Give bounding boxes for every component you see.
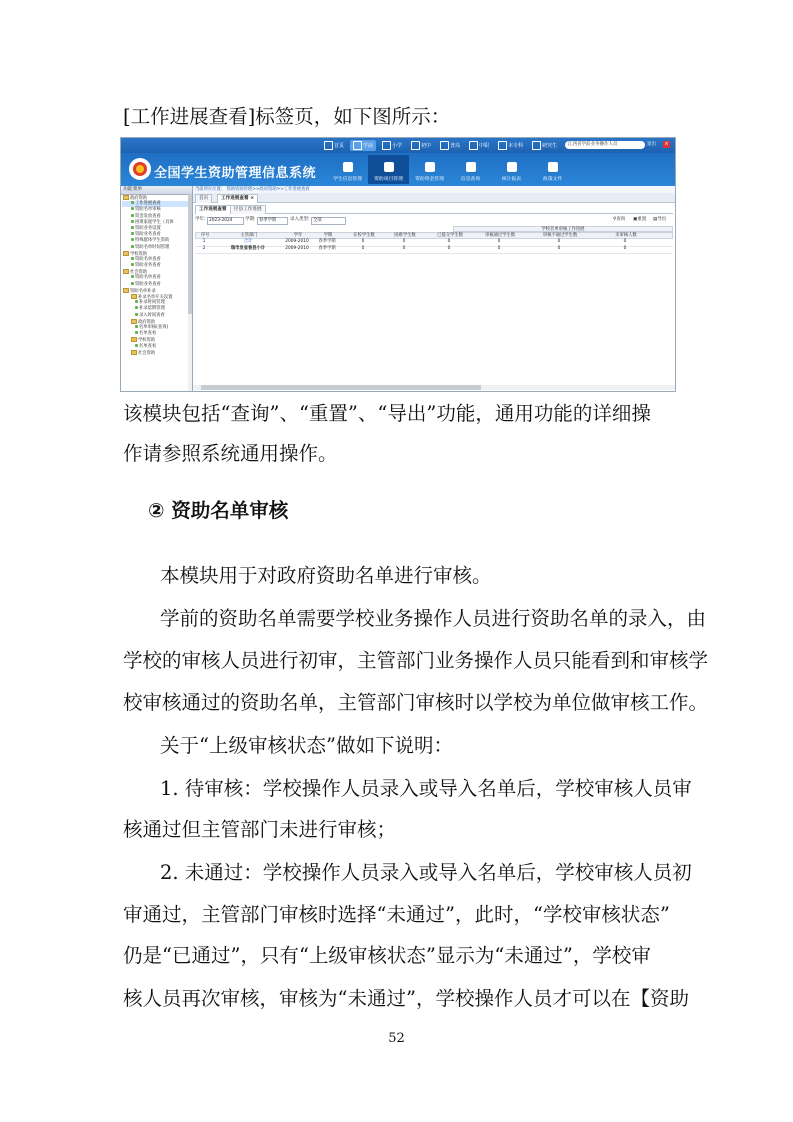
leaf-icon: [135, 344, 138, 347]
module-label: 资助项目管理: [374, 177, 403, 182]
column-header[interactable]: 已提交学生数: [437, 233, 463, 238]
leaf-icon: [135, 300, 138, 303]
table-cell: 2: [202, 246, 206, 251]
module-icon: [384, 162, 394, 172]
sidebar-scrollbar[interactable]: [188, 194, 192, 391]
module-icon: [425, 162, 435, 172]
paragraph-1: 本模块用于对政府资助名单进行审核。: [160, 564, 492, 587]
sidebar-tree-label: 政府资助: [138, 319, 156, 325]
module-label: 资助资金管理: [415, 177, 444, 182]
nav-icon: [411, 141, 420, 150]
sidebar-tree-label: 名单查看: [139, 331, 157, 337]
column-header[interactable]: 审核不通过学生数: [542, 233, 578, 238]
sidebar-tree-label: 资助业务查看: [135, 263, 161, 269]
sidebar-tree-label: 补录时间管理: [139, 300, 165, 306]
top-nav-item[interactable]: [321, 140, 347, 151]
module-icon: [507, 162, 517, 172]
folder-icon: [123, 251, 129, 256]
table-row[interactable]: [195, 246, 673, 254]
table-cell: 0: [447, 239, 451, 244]
table-cell: 0: [497, 246, 501, 251]
tab-home-label: 首页: [199, 196, 209, 201]
sidebar-tree-label: 特殊群体学生资助: [135, 238, 170, 244]
top-nav-item[interactable]: [466, 140, 492, 151]
sidebar-tree-label: 学校资助: [130, 251, 148, 257]
sidebar-title: 功能菜单: [121, 186, 192, 195]
top-nav-label: 学前: [363, 143, 374, 149]
module-label: 学生信息管理: [333, 177, 362, 182]
module-icon: [548, 162, 558, 172]
leaf-icon: [131, 245, 134, 248]
table-cell: 0: [623, 246, 627, 251]
leaf-icon: [131, 201, 134, 204]
module-nav-item[interactable]: [409, 155, 450, 184]
column-header[interactable]: 主管部门: [240, 233, 258, 238]
paragraph-3: 关于“上级审核状态”做如下说明：: [160, 734, 453, 757]
leaf-icon: [131, 238, 134, 241]
item-1-line2: 核通过但主管部门未进行审核；: [123, 818, 397, 841]
leaf-icon: [131, 257, 134, 260]
nav-icon: [498, 141, 507, 150]
leaf-icon: [135, 313, 138, 316]
close-icon[interactable]: ×: [664, 141, 669, 147]
sidebar-tree-label: 录入时间查看: [139, 312, 165, 318]
column-header[interactable]: 在校学生数: [353, 233, 375, 238]
query-label: 查询: [616, 217, 626, 222]
top-nav-label: 初中: [421, 143, 432, 149]
table-cell: 0: [402, 246, 406, 251]
leaf-icon: [131, 263, 134, 266]
sidebar-tree-label: 社会资助: [130, 270, 148, 276]
breadcrumb: 当前所在位置： 资助资助管理>>政府资助>>工作进展查看: [193, 186, 675, 193]
query-button[interactable]: ⚲查询: [613, 217, 626, 222]
top-nav-item[interactable]: [379, 140, 405, 151]
export-button[interactable]: ▤导出: [653, 217, 667, 222]
folder-icon: [123, 288, 129, 293]
leaf-icon: [131, 214, 134, 217]
top-nav-item[interactable]: [408, 140, 434, 151]
module-nav: [327, 155, 573, 184]
type-select[interactable]: 全部: [311, 217, 346, 225]
page-number: 52: [388, 1031, 405, 1046]
module-nav-item[interactable]: [327, 155, 368, 184]
sidebar-tree-label: 补录名单开关设置: [138, 295, 173, 300]
leaf-icon: [135, 325, 138, 328]
table-cell: 春季学期: [318, 239, 336, 244]
sidebar-tree-label: 名单查看: [139, 343, 157, 349]
folder-icon: [131, 350, 137, 355]
module-icon: [466, 162, 476, 172]
leaf-icon: [135, 331, 138, 334]
sidebar-tree-label: 资助名单查看: [135, 275, 161, 281]
sidebar-tree-label: 资助名单查看: [135, 256, 161, 262]
nav-icon: [532, 141, 541, 150]
exit-link[interactable]: 退出: [647, 142, 656, 147]
group-header: 学校名单审核工作进展: [453, 226, 673, 232]
table-cell: 瑞市发省普县小计: [230, 246, 266, 251]
top-bar: [121, 138, 675, 153]
column-header[interactable]: 困难学生数: [394, 233, 416, 238]
item-2-line1: 2. 未通过：学校操作人员录入或导入名单后，学校审核人员初: [160, 861, 692, 884]
leaf-icon: [131, 232, 134, 235]
module-desc-line1: 该模块包括“查询”、“重置”、“导出”功能，通用功能的详细操: [123, 402, 651, 425]
column-header[interactable]: 审核通过学生数: [484, 233, 516, 238]
folder-icon: [131, 319, 137, 324]
item-2-line3: 仍是“已通过”，只有“上级审核状态”显示为“未通过”，学校审: [123, 944, 651, 967]
column-header[interactable]: 学年: [293, 233, 303, 238]
table-cell: 0: [623, 239, 627, 244]
top-nav-label: 首页: [334, 143, 345, 149]
module-icon: [343, 162, 353, 172]
sidebar-tree-label: 资助业务查看: [135, 232, 161, 238]
folder-icon: [123, 195, 129, 200]
leaf-icon: [131, 275, 134, 278]
outer-tabs: [193, 193, 675, 203]
sidebar-tree-label: 资助名单补录: [130, 288, 156, 294]
tab-home[interactable]: [195, 194, 212, 203]
table-header: [195, 232, 673, 239]
module-nav-item[interactable]: [532, 155, 573, 184]
module-label: 政策文件: [542, 177, 563, 182]
top-nav-label: 普高: [450, 143, 461, 149]
leaf-icon: [131, 226, 134, 229]
export-label: 导出: [657, 217, 667, 222]
sidebar-tree-label: 困难家庭学生（具体: [135, 219, 174, 225]
system-header: [121, 153, 675, 186]
item-2-line2: 审通过，主管部门审核时选择“未通过”，此时，“学校审核状态”: [123, 903, 670, 926]
nav-icon: [440, 141, 449, 150]
reset-button[interactable]: ▣重置: [633, 217, 647, 222]
item-1-line1: 1. 待审核：学校操作人员录入或导入名单后，学校审核人员审: [160, 777, 692, 800]
year-label: 学年:: [195, 217, 206, 222]
paragraph-2-line2: 学校的审核人员进行初审，主管部门业务操作人员只能看到和审核学: [123, 649, 709, 672]
module-desc-line2: 作请参照系统通用操作。: [123, 442, 338, 465]
sidebar-tree-label: 资助业务查看: [135, 281, 161, 287]
table-cell: 0: [497, 239, 501, 244]
nav-icon: [353, 141, 362, 150]
filter-bar: [195, 216, 673, 224]
top-nav-item[interactable]: [437, 140, 463, 151]
top-nav-label: 中职: [479, 143, 490, 149]
module-nav-item[interactable]: [491, 155, 532, 184]
tab-county-progress[interactable]: 区县工作进展: [230, 205, 266, 214]
logo-icon: [129, 158, 151, 180]
leaf-icon: [131, 282, 134, 285]
top-nav: [321, 140, 560, 151]
table-scrollbar[interactable]: [193, 385, 675, 390]
sidebar-tree-label: 补录延期管理: [139, 306, 165, 312]
main-panel: [193, 186, 675, 391]
table-cell: 0: [402, 239, 406, 244]
top-nav-label: 本专科: [508, 143, 524, 149]
nav-icon: [382, 141, 391, 150]
folder-icon: [123, 269, 129, 274]
nav-icon: [324, 141, 333, 150]
nav-icon: [469, 141, 478, 150]
table-cell: 2009-2010: [285, 246, 309, 251]
paragraph-2-line3: 校审核通过的资助名单，主管部门审核时以学校为单位做审核工作。: [123, 691, 709, 714]
module-nav-item[interactable]: [450, 155, 491, 184]
table-cell: 0: [557, 246, 561, 251]
leaf-icon: [131, 220, 134, 223]
sidebar-tree-label: 政府资助: [130, 196, 148, 201]
item-2-line4: 核人员再次审核，审核为“未通过”，学校操作人员才可以在【资助: [123, 987, 689, 1010]
tab-close-icon[interactable]: ×: [250, 196, 255, 201]
sidebar-tree-item[interactable]: [122, 350, 192, 356]
term-label: 学期:: [245, 217, 256, 222]
table-cell: 0: [361, 246, 365, 251]
column-header[interactable]: 未审核人数: [615, 233, 637, 238]
module-label: 信息查询: [460, 177, 481, 182]
sidebar-tree-label: 资助业务设置: [135, 225, 161, 231]
system-title: 全国学生资助管理信息系统: [154, 166, 317, 181]
sidebar-tree-label: 学校资助: [138, 338, 156, 344]
column-header[interactable]: 序号: [200, 233, 210, 238]
top-nav-item[interactable]: [495, 140, 526, 151]
reset-label: 重置: [637, 217, 647, 222]
tab-progress-label: 工作进展查看: [221, 196, 249, 201]
folder-icon: [131, 337, 137, 342]
module-label: 统计报表: [501, 177, 522, 182]
module-nav-item[interactable]: [368, 155, 409, 184]
table-cell: 合计: [243, 239, 253, 244]
function-tree: [121, 195, 192, 356]
tab-progress[interactable]: [217, 194, 258, 203]
table-cell: 0: [447, 246, 451, 251]
section-heading: ② 资助名单审核: [148, 499, 289, 522]
table-cell: 0: [557, 239, 561, 244]
paragraph-2-line1: 学前的资助名单需要学校业务操作人员进行资助名单的录入，由: [160, 607, 707, 630]
sidebar-tree-label: 社会资助: [138, 350, 156, 356]
sidebar-tree-label: 名单审核(查询): [139, 324, 169, 330]
table-cell: 春季学期: [318, 246, 336, 251]
term-select[interactable]: 春季学期: [257, 217, 288, 225]
table-cell: 0: [361, 239, 365, 244]
year-select[interactable]: 2023-2024: [207, 217, 244, 225]
inner-tabs: [195, 204, 673, 214]
sidebar: [121, 186, 193, 391]
user-role-select[interactable]: 江西省学前业务操作人员: [565, 141, 645, 149]
top-nav-label: 研究生: [542, 143, 558, 149]
table-cell: 2009-2010: [285, 239, 309, 244]
table-cell: 1: [202, 239, 206, 244]
intro-line: [工作进展查看]标签页，如下图所示：: [123, 105, 451, 128]
system-screenshot: [120, 137, 676, 392]
top-nav-item[interactable]: [350, 140, 376, 151]
type-label: 录入类型:: [290, 217, 310, 222]
sidebar-tree-label: 资金发放查看: [135, 213, 161, 219]
column-header[interactable]: 学期: [323, 233, 333, 238]
leaf-icon: [135, 306, 138, 309]
folder-icon: [131, 294, 137, 299]
top-nav-label: 小学: [392, 143, 403, 149]
tab-work-progress[interactable]: 工作进展查看: [195, 205, 231, 214]
sidebar-tree-label: 资助名单审核: [135, 207, 161, 213]
sidebar-tree-label: 资助名单时间管理: [135, 244, 170, 250]
top-nav-item[interactable]: [529, 140, 560, 151]
leaf-icon: [131, 207, 134, 210]
sidebar-tree-label: 工作进展查看: [135, 201, 161, 207]
